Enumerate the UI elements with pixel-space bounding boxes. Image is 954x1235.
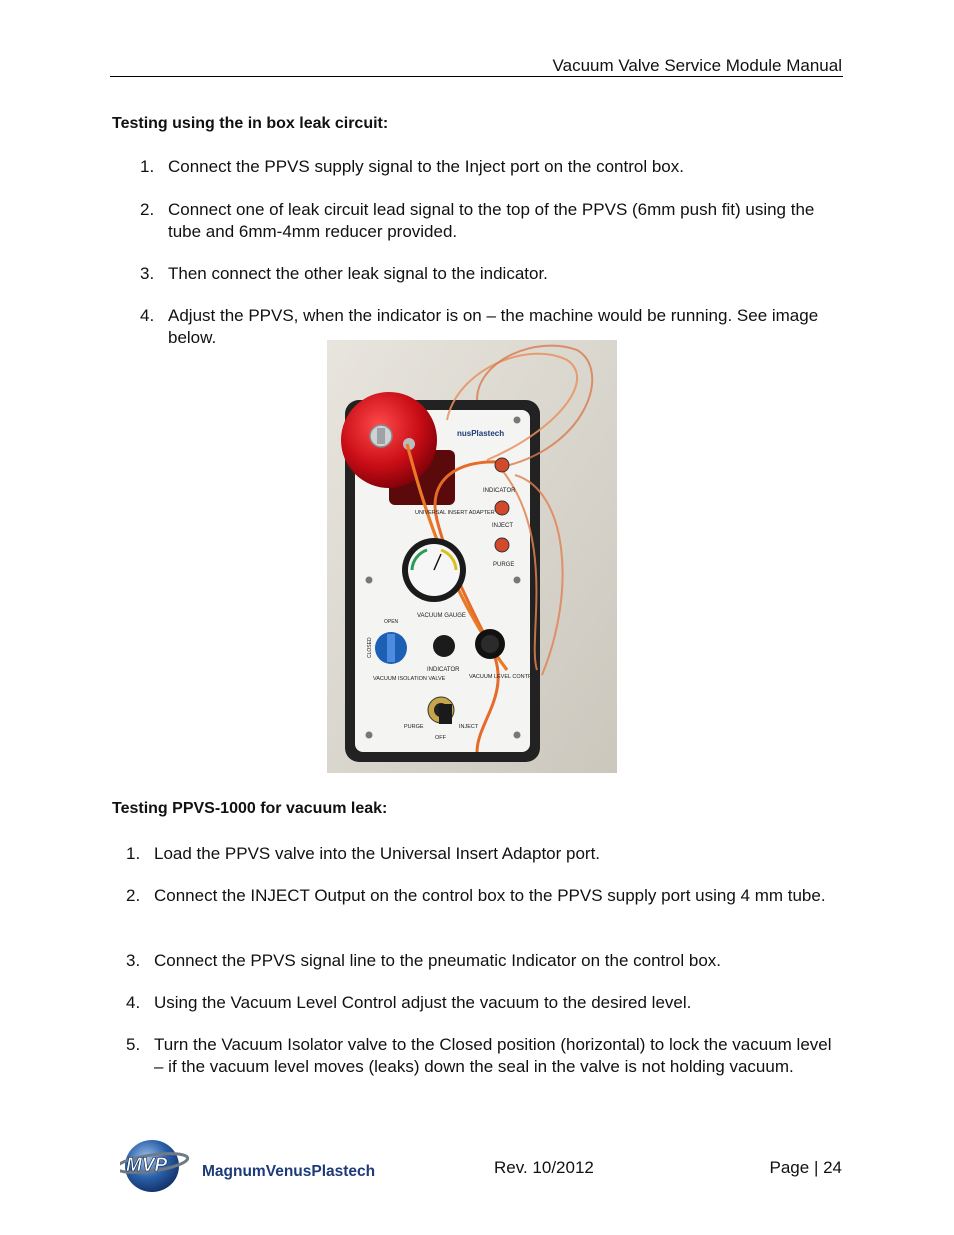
svg-text:INDICATOR: INDICATOR (427, 667, 460, 673)
document-title: Vacuum Valve Service Module Manual (552, 56, 842, 75)
svg-text:VACUUM GAUGE: VACUUM GAUGE (417, 613, 466, 619)
svg-text:CLOSED: CLOSED (367, 637, 373, 658)
purge-inject-switch (428, 697, 454, 724)
list-item-number: 4. (126, 993, 141, 1012)
svg-text:PURGE: PURGE (493, 562, 515, 568)
header-divider (110, 76, 843, 77)
svg-text:INJECT: INJECT (459, 724, 479, 730)
page-number: Page | 24 (769, 1158, 842, 1177)
list-item-number: 1. (126, 844, 141, 863)
list-item-text: Connect the INJECT Output on the control box to the PPVS supply port using 4 mm tube. (154, 886, 826, 905)
list-item-text: Using the Vacuum Level Control adjust the vacuum to the desired level. (154, 993, 692, 1012)
svg-text:PURGE: PURGE (404, 724, 424, 730)
section-heading-vacuum-leak: Testing PPVS-1000 for vacuum leak: (112, 800, 388, 817)
logo-wordmark: MagnumVenusPlastech (202, 1163, 376, 1180)
list-item-text: Connect one of leak circuit lead signal to the top of the PPVS (6mm push fit) using the tube and 6mm-4mm reducer provided. (168, 200, 815, 241)
svg-text:VACUUM ISOLATION VALVE: VACUUM ISOLATION VALVE (373, 676, 446, 682)
svg-text:INJECT: INJECT (492, 523, 513, 529)
list-item-number: 2. (140, 200, 155, 219)
section-heading-leak-circuit: Testing using the in box leak circuit: (112, 115, 389, 132)
level-control-knob (475, 629, 505, 659)
list-item-text: Adjust the PPVS, when the indicator is on – the machine would be running. See image below. (168, 306, 819, 347)
indicator-lamp (433, 635, 455, 657)
list-item-number: 2. (126, 886, 141, 905)
svg-text:OFF: OFF (435, 735, 446, 741)
list-item-number: 4. (140, 306, 155, 325)
isolation-valve-knob (375, 632, 407, 664)
list-item-number: 1. (140, 157, 155, 176)
logo-mark: MVP (126, 1155, 168, 1176)
revision-date: Rev. 10/2012 (494, 1158, 594, 1177)
svg-text:OPEN: OPEN (384, 619, 399, 625)
list-item-text: Connect the PPVS supply signal to the Inject port on the control box. (168, 157, 684, 176)
list-item-text: Load the PPVS valve into the Universal Insert Adaptor port. (154, 844, 601, 863)
list-item-number: 5. (126, 1035, 141, 1054)
svg-text:VACUUM LEVEL CONTROL: VACUUM LEVEL CONTROL (469, 674, 540, 680)
control-box-photo (327, 340, 617, 773)
svg-text:INDICATOR: INDICATOR (483, 488, 516, 494)
list-item-text: Then connect the other leak signal to the indicator. (168, 264, 548, 283)
vacuum-gauge (402, 538, 466, 602)
list-item-number: 3. (140, 264, 155, 283)
list-item-text: Connect the PPVS signal line to the pneumatic Indicator on the control box. (154, 951, 722, 970)
list-item-text: Turn the Vacuum Isolator valve to the Closed position (horizontal) to lock the vacuum level – if the vacuum level moves (leaks) down the seal in the valve is not holding vacuum. (154, 1035, 832, 1076)
panel-brand: nusPlastech (457, 429, 505, 438)
svg-text:UNIVERSAL INSERT ADAPTER: UNIVERSAL INSERT ADAPTER (415, 510, 495, 516)
list-item-number: 3. (126, 951, 141, 970)
company-logo (120, 1133, 410, 1197)
